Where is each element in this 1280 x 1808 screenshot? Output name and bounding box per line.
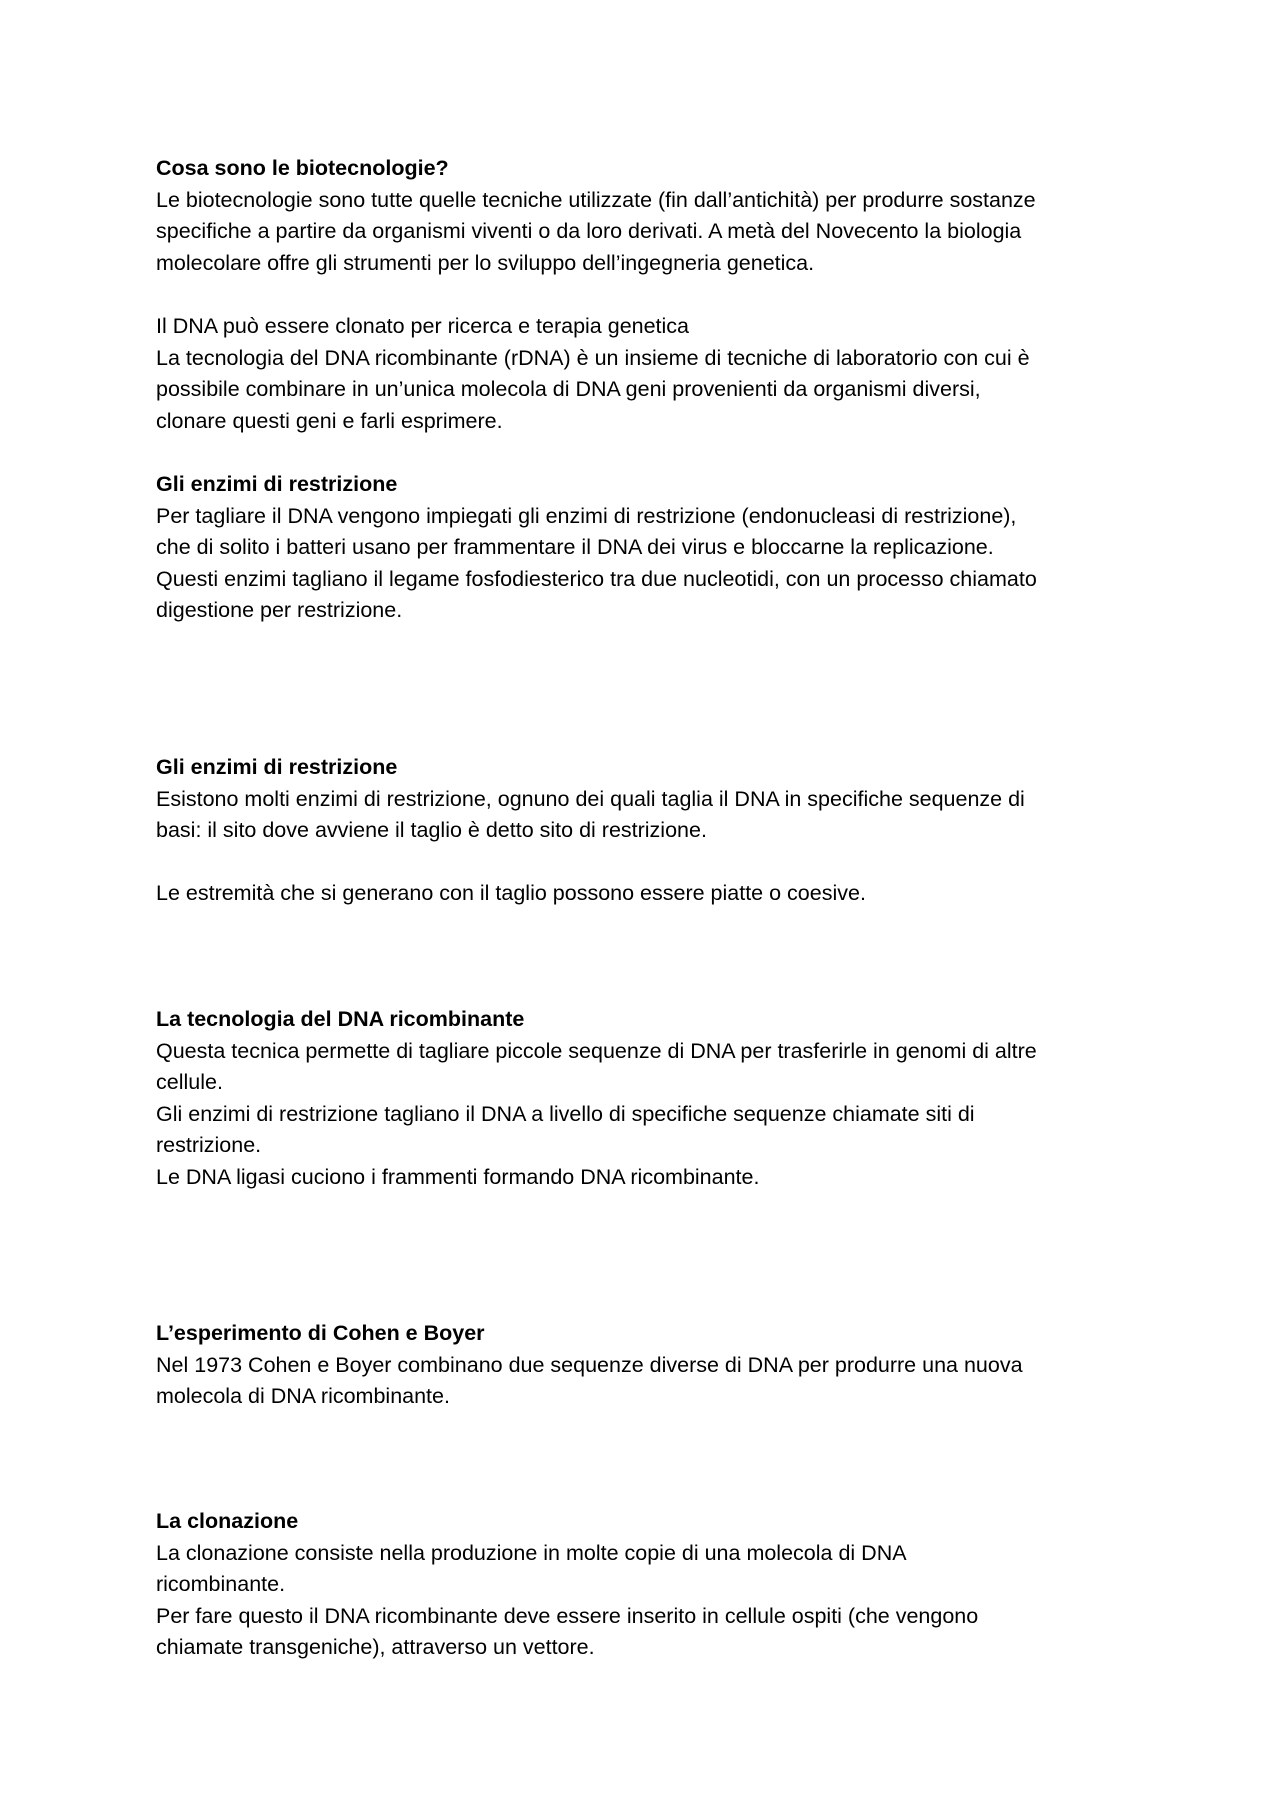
section-enzimi-restrizione-1 xyxy=(156,469,1156,627)
paragraph-line: Le estremità che si generano con il taglio possono essere piatte o coesive. xyxy=(156,881,866,905)
paragraph-line: basi: il sito dove avviene il taglio è detto sito di restrizione. xyxy=(156,818,707,842)
section-heading: L’esperimento di Cohen e Boyer xyxy=(156,1321,485,1345)
section-heading: La tecnologia del DNA ricombinante xyxy=(156,1007,525,1031)
paragraph-line: specifiche a partire da organismi viventi o da loro derivati. A metà del Novecento la biologia xyxy=(156,219,1022,243)
paragraph-line: Per tagliare il DNA vengono impiegati gli enzimi di restrizione (endonucleasi di restrizione), xyxy=(156,503,1017,528)
section-estremita xyxy=(156,878,1156,910)
paragraph-line: Le DNA ligasi cuciono i frammenti formando DNA ricombinante. xyxy=(156,1164,760,1189)
section-tecnologia-dna-ricombinante xyxy=(156,1004,1156,1193)
paragraph-line: Per fare questo il DNA ricombinante deve essere inserito in cellule ospiti (che vengono xyxy=(156,1603,979,1628)
paragraph-line: Nel 1973 Cohen e Boyer combinano due sequenze diverse di DNA per produrre una nuova xyxy=(156,1352,1023,1377)
paragraph-line: La clonazione consiste nella produzione in molte copie di una molecola di DNA xyxy=(156,1540,907,1565)
paragraph-line: molecolare offre gli strumenti per lo sviluppo dell’ingegneria genetica. xyxy=(156,250,815,275)
section-clonazione xyxy=(156,1506,1156,1664)
section-enzimi-restrizione-2 xyxy=(156,752,1156,847)
paragraph-line: La tecnologia del DNA ricombinante (rDNA) è un insieme di tecniche di laboratorio con cui è xyxy=(156,345,1030,370)
section-dna-clonato xyxy=(156,311,1156,437)
section-cohen-boyer xyxy=(156,1318,1156,1413)
paragraph-line: possibile combinare in un’unica molecola di DNA geni provenienti da organismi diversi, xyxy=(156,377,981,401)
paragraph-line: digestione per restrizione. xyxy=(156,598,403,622)
paragraph-line: cellule. xyxy=(156,1070,223,1094)
paragraph-line: Esistono molti enzimi di restrizione, ognuno dei quali taglia il DNA in specifiche sequenze di xyxy=(156,786,1025,811)
paragraph-line: Questa tecnica permette di tagliare piccole sequenze di DNA per trasferirle in genomi di altre xyxy=(156,1038,1037,1063)
paragraph-line: Questi enzimi tagliano il legame fosfodiesterico tra due nucleotidi, con un processo chiamato xyxy=(156,566,1037,591)
section-heading: Cosa sono le biotecnologie? xyxy=(156,156,449,180)
paragraph-line: Il DNA può essere clonato per ricerca e terapia genetica xyxy=(156,314,690,338)
paragraph-line: Gli enzimi di restrizione tagliano il DNA a livello di specifiche sequenze chiamate siti di xyxy=(156,1101,975,1126)
paragraph-line: restrizione. xyxy=(156,1133,262,1157)
paragraph-line: chiamate transgeniche), attraverso un vettore. xyxy=(156,1635,595,1659)
section-heading: Gli enzimi di restrizione xyxy=(156,472,398,496)
paragraph-line: che di solito i batteri usano per frammentare il DNA dei virus e bloccarne la replicazione. xyxy=(156,535,994,559)
section-heading: La clonazione xyxy=(156,1509,299,1533)
paragraph-line: molecola di DNA ricombinante. xyxy=(156,1384,450,1408)
section-biotecnologie xyxy=(156,153,1156,279)
paragraph-line: Le biotecnologie sono tutte quelle tecniche utilizzate (fin dall’antichità) per produrre sostanze xyxy=(156,187,1036,212)
paragraph-line: clonare questi geni e farli esprimere. xyxy=(156,408,503,433)
section-heading: Gli enzimi di restrizione xyxy=(156,755,398,779)
paragraph-line: ricombinante. xyxy=(156,1572,286,1596)
